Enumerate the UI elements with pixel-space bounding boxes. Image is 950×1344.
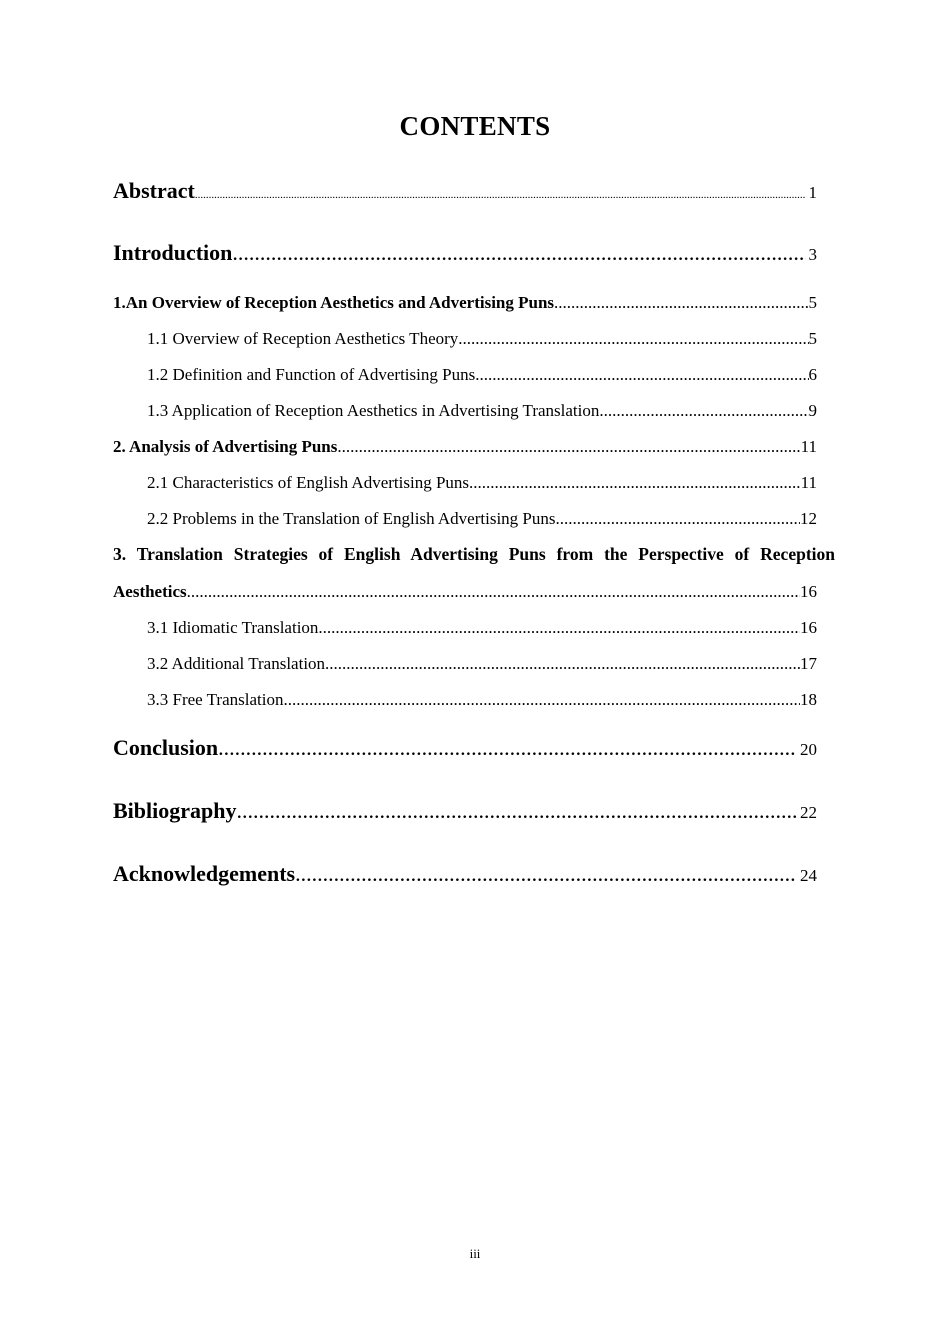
toc-entry-acknowledgements[interactable] [113,861,817,887]
toc-page-number: 16 [800,618,817,637]
toc-label: Introduction [113,240,233,265]
toc-label: 1.An Overview of Reception Aesthetics and Advertising Puns [113,293,555,312]
dot-leader [283,690,800,710]
toc-label: Aesthetics [113,582,187,601]
page-footer-number: iii [469,1246,481,1261]
toc-label: 2. Analysis of Advertising Puns [113,437,338,456]
toc-page-number: 1 [808,183,817,202]
toc-label: 1.1 Overview of Reception Aesthetics Theory [147,329,459,348]
toc-label: 3.2 Additional Translation [147,654,326,673]
dot-leader [337,437,800,457]
toc-label: 2.1 Characteristics of English Advertising Puns [147,473,470,492]
toc-entry-section-1-3[interactable] [147,401,817,421]
dot-leader [236,798,797,824]
dot-leader [475,365,808,385]
dot-leader [556,509,801,529]
toc-page-number: 3 [808,245,817,264]
toc-entry-section-1-2[interactable] [147,365,817,385]
toc-entry-section-3-1[interactable] [147,618,817,638]
toc-page-number: 16 [800,582,817,601]
toc-entry-chapter-2[interactable] [113,437,817,457]
toc-entry-chapter-1[interactable] [113,293,817,313]
toc-entry-section-2-1[interactable] [147,473,817,493]
toc-label: 1.2 Definition and Function of Advertising Puns [147,365,476,384]
dot-leader [232,240,805,266]
page-title: CONTENTS [399,111,551,141]
dot-leader [458,329,808,349]
toc-entry-section-3-2[interactable] [147,654,817,674]
toc-page-number: 12 [800,509,817,528]
toc-label: 2.2 Problems in the Translation of English Advertising Puns [147,509,556,528]
toc-entry-section-3-3[interactable] [147,690,817,710]
toc-entry-conclusion[interactable] [113,735,817,761]
toc-label: Bibliography [113,798,237,823]
dot-leader [295,861,797,887]
toc-page-number: 5 [808,329,817,348]
dot-leader [218,735,797,761]
toc-entry-introduction[interactable] [113,240,817,266]
toc-entry-abstract[interactable] [113,178,817,204]
dot-leader [469,473,801,493]
dot-leader [599,401,808,421]
toc-page-number: 17 [800,654,817,673]
toc-label: Acknowledgements [113,861,296,886]
toc-label: 3.3 Free Translation [147,690,284,709]
dot-leader [195,189,806,201]
toc-page-number: 9 [808,401,817,420]
toc-page-number: 22 [800,803,817,822]
toc-entry-chapter-3-line-1[interactable]: 3. Translation Strategies of English Advertising Puns from the Perspective of Reception [113,544,835,564]
toc-label: 3.1 Idiomatic Translation [147,618,319,637]
dot-leader [554,293,808,313]
toc-entry-chapter-3[interactable] [113,582,817,602]
toc-page-number: 11 [800,437,817,456]
dot-leader [325,654,800,674]
toc-page-number: 18 [800,690,817,709]
toc-page-number: 20 [800,740,817,759]
toc-label: 1.3 Application of Reception Aesthetics in Advertising Translation [147,401,600,420]
toc-page-number: 11 [800,473,817,492]
toc-entry-section-1-1[interactable] [147,329,817,349]
toc-label: Conclusion [113,735,219,760]
toc-page-number: 6 [808,365,817,384]
toc-label: Abstract [113,178,195,203]
toc-page-number: 24 [800,866,817,885]
dot-leader [318,618,800,638]
toc-entry-bibliography[interactable] [113,798,817,824]
dot-leader [187,582,800,602]
toc-page-number: 5 [808,293,817,312]
toc-entry-section-2-2[interactable] [147,509,817,529]
